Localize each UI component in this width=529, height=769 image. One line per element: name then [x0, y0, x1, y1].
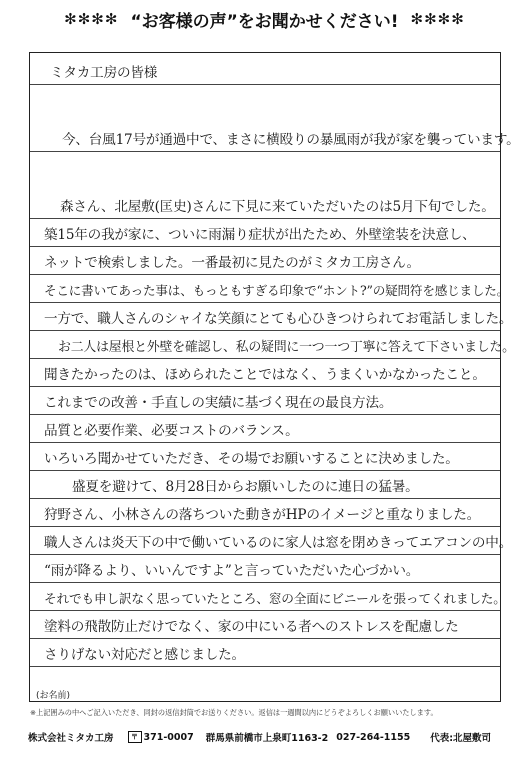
- representative: 代表:北屋敷司: [430, 733, 492, 744]
- ruled-line: [30, 57, 500, 85]
- letter-line: 今、台風17号が通過中で、まさに横殴りの暴風雨が我が家を襲っています。: [62, 132, 520, 148]
- ruled-line: [30, 247, 500, 275]
- page-header: [0, 4, 529, 34]
- letter-line: 盛夏を避けて、8月28日からお願いしたのに連日の猛暑。: [72, 479, 419, 495]
- letter-line: ネットで検索しました。一番最初に見たのがミタカ工房さん。: [44, 255, 420, 271]
- ruled-line: [30, 499, 500, 527]
- name-label: (お名前): [36, 691, 71, 701]
- ruled-line: [30, 387, 500, 415]
- ruled-line: [30, 219, 500, 247]
- letter-line: いろいろ聞かせていただき、その場でお願いすることに決めました。: [44, 451, 459, 467]
- ruled-line: [30, 415, 500, 443]
- letter-line: 森さん、北屋敷(匡史)さんに下見に来ていただいたのは5月下旬でした。: [60, 199, 495, 215]
- letter-line: お二人は屋根と外壁を確認し、私の疑問に一つ一つ丁寧に答えて下さいました。: [58, 340, 515, 355]
- ruled-line: [30, 527, 513, 555]
- letter-line: 築15年の我が家に、ついに雨漏り症状が出たため、外壁塗装を決意し、: [44, 227, 476, 243]
- ruled-line: [30, 359, 500, 387]
- company-name: 株式会社ミタカ工房: [28, 733, 114, 744]
- letter-line: 品質と必要作業、必要コストのバランス。: [44, 423, 299, 439]
- header-stars-left: ✻✻✻✻: [64, 10, 119, 28]
- letter-line: 塗料の飛散防止だけでなく、家の中にいる者へのストレスを配慮した: [44, 619, 459, 635]
- company-address: 群馬県前橋市上泉町1163-2: [205, 733, 329, 744]
- ruled-line: [30, 443, 500, 471]
- letter-line: そこに書いてあった事は、もっともすぎる印象で“ホント?”の疑問符を感じました。: [44, 283, 510, 298]
- letter-line: それでも申し訳なく思っていたところ、窓の全面にビニールを張ってくれました。: [44, 591, 506, 606]
- ruled-line: [30, 191, 500, 219]
- handwriting-form: [29, 52, 520, 702]
- letter-line: 聞きたかったのは、ほめられたことではなく、うまくいかなかったこと。: [44, 367, 486, 383]
- letter-line: “雨が降るより、いいんですよ”と言っていただいた心づかい。: [44, 563, 420, 579]
- letter-line: さりげない対応だと感じました。: [44, 647, 245, 663]
- letter-line: 職人さんは炎天下の中で働いているのに家人は窓を閉めきってエアコンの中。: [44, 535, 513, 551]
- ruled-line: [30, 611, 500, 639]
- instruction-note: ※上記囲みの中へご記入いただき、同封の返信封筒でお送りください。返信は一週間以内にどうぞよろしくお願いいたします。: [30, 708, 438, 717]
- ruled-line: [30, 124, 520, 152]
- letter-line: 狩野さん、小林さんの落ちついた動きがHPのイメージと重なりました。: [44, 507, 481, 523]
- letter-line: ミタカ工房の皆様: [50, 65, 158, 81]
- ruled-line: [30, 331, 515, 359]
- ruled-line: [30, 555, 500, 583]
- postal-code: 371-0007: [143, 731, 194, 743]
- ruled-line: [30, 471, 500, 499]
- letter-line: これまでの改善・手直しの実績に基づく現在の最良方法。: [44, 395, 393, 411]
- footer: [28, 729, 503, 745]
- company-phone: 027-264-1155: [336, 731, 411, 743]
- header-title: “お客様の声”をお聞かせください!: [130, 11, 399, 32]
- header-stars-right: ✻✻✻✻: [410, 10, 465, 28]
- letter-line: 一方で、職人さんのシャイな笑顔にとても心ひきつけられてお電話しました。: [44, 311, 513, 327]
- ruled-line: [30, 639, 500, 667]
- ruled-line: [30, 583, 506, 611]
- ruled-line: [30, 303, 513, 331]
- postal-mark-icon: 〒: [128, 731, 142, 743]
- ruled-line: [30, 275, 510, 303]
